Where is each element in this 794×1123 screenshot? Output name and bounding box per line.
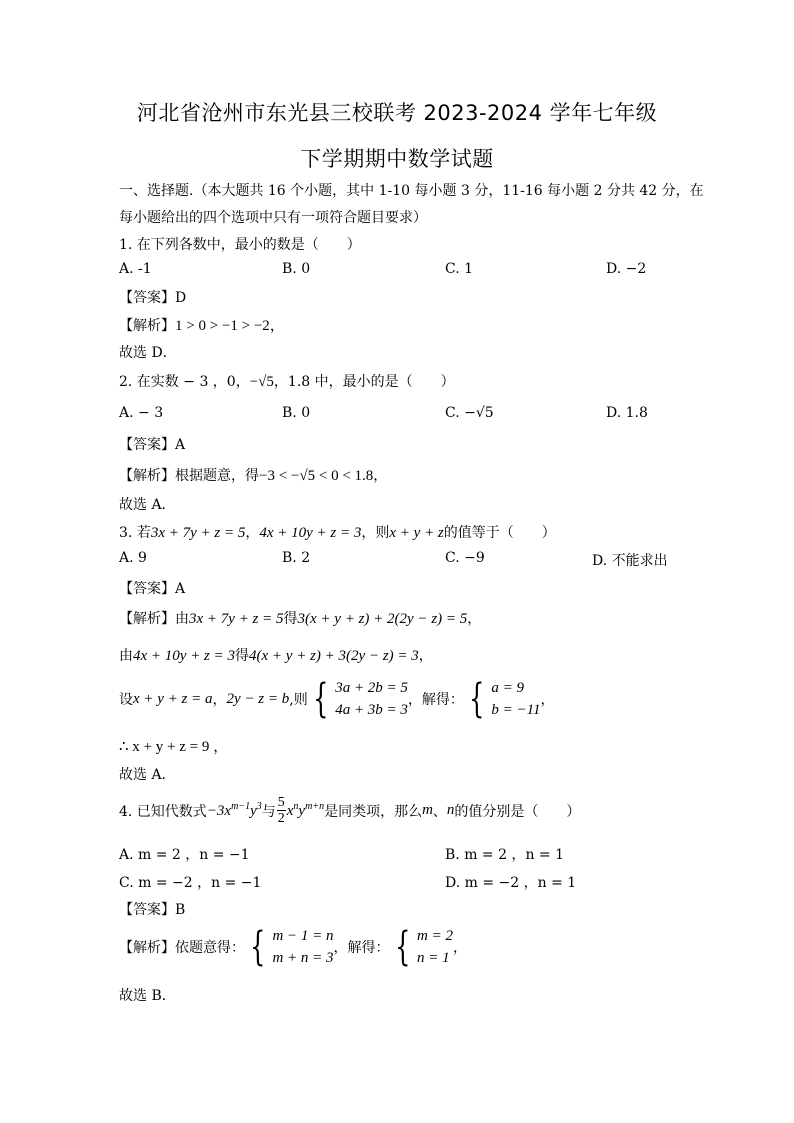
q3-sys2-eq-1: a = 9 bbox=[491, 680, 525, 696]
q1-analysis bbox=[119, 314, 285, 335]
q4-monomial-2 bbox=[287, 801, 324, 820]
q3-stem-c: 的值等于（ ） bbox=[443, 525, 556, 541]
q3-system-2 bbox=[464, 677, 541, 721]
q4-m1-y-exp: 3 bbox=[256, 801, 262, 812]
q4-fraction bbox=[277, 795, 286, 826]
q3-l2-b: 得 bbox=[235, 648, 250, 664]
q3-option-b: B. 2 bbox=[282, 550, 311, 566]
q4-stem-a: 4. 已知代数式 bbox=[119, 803, 207, 820]
q3-option-d: D. 不能求出 bbox=[592, 553, 668, 569]
q4-option-b: B. m = 2 ，n = 1 bbox=[445, 847, 565, 863]
q3-stem-a: 3. 若 bbox=[119, 525, 151, 541]
q3-conclusion: 故选 A． bbox=[119, 767, 176, 783]
q3-sys1-eq-2: 4a + 3b = 3 bbox=[335, 702, 408, 718]
q3-l4: ∴ x + y + z = 9 ， bbox=[119, 739, 229, 755]
q3-l2-end: ， bbox=[418, 648, 433, 664]
q3-l3-sep: ， bbox=[212, 692, 227, 708]
left-brace-icon: { bbox=[469, 676, 485, 722]
q4-m1-y: y bbox=[250, 803, 257, 819]
title-line-1: 河北省沧州市东光县三校联考 2023-2024 学年七年级 bbox=[136, 101, 658, 125]
q3-l3-then: ,则 bbox=[289, 692, 308, 708]
q4-m2-y-exp: m+n bbox=[305, 801, 325, 812]
q2-analysis bbox=[119, 465, 387, 485]
q3-sys1-eq-1: 3a + 2b = 5 bbox=[335, 680, 408, 696]
q4-frac-num: 5 bbox=[277, 795, 285, 810]
q2-analysis-label: 【解析】 bbox=[119, 468, 175, 484]
q3-analysis-line-1 bbox=[119, 608, 481, 628]
q4-system-1 bbox=[245, 925, 334, 969]
q3-stem bbox=[119, 522, 556, 542]
q3-sys2-eq-2: b = −11 bbox=[491, 702, 541, 718]
q4-var-m: m bbox=[422, 802, 433, 818]
q4-m2-base: x bbox=[286, 803, 294, 819]
q1-analysis-label: 【解析】 bbox=[119, 318, 175, 334]
q4-stem-d: 的值分别是（ ） bbox=[454, 803, 581, 820]
q4-sys2-eq-1: m = 2 bbox=[416, 928, 453, 944]
q4-m1-exp: m−1 bbox=[231, 801, 251, 812]
q3-l2-eq: 4x + 10y + z = 3 bbox=[133, 648, 236, 664]
q3-analysis-line-4 bbox=[119, 735, 228, 756]
q4-m2-exp: n bbox=[293, 801, 299, 812]
q2-analysis-text: 根据题意，得 bbox=[175, 468, 259, 484]
q4-comma: 、 bbox=[432, 803, 447, 820]
q3-l3-a: 设 bbox=[119, 692, 133, 708]
q4-frac-den: 2 bbox=[277, 811, 285, 826]
q4-sys1-eq-2: m + n = 3 bbox=[272, 950, 334, 966]
q3-answer: 【答案】A bbox=[119, 581, 186, 597]
q3-option-a: A. 9 bbox=[119, 550, 147, 566]
q4-answer: 【答案】B bbox=[119, 902, 186, 918]
q1-option-d: D. −2 bbox=[606, 261, 647, 277]
q2-option-c: C. −√5 bbox=[445, 405, 494, 421]
q2-stem bbox=[119, 371, 455, 391]
q3-l3-solve: ，解得： bbox=[407, 692, 464, 708]
section-heading-line-2: 每小题给出的四个选项中只有一项符合题目要求） bbox=[119, 210, 427, 226]
q3-l1-eq: 3x + 7y + z = 5 bbox=[189, 611, 284, 627]
q3-l1-res: 3(x + y + z) + 2(2y − z) = 5 bbox=[297, 611, 468, 627]
section-heading-line-1: 一、选择题.（本大题共 16 个小题，其中 1-10 每小题 3 分，11-16 每小题 2 分共 42 分，在 bbox=[119, 183, 704, 199]
q1-option-c: C. 1 bbox=[445, 261, 474, 277]
q3-l3-s2: 2y − z = b bbox=[226, 690, 290, 707]
q3-option-c: C. −9 bbox=[445, 550, 485, 566]
q3-analysis-label: 【解析】 bbox=[119, 611, 175, 627]
q2-answer: 【答案】A bbox=[119, 437, 186, 453]
q3-analysis-line-3 bbox=[119, 677, 555, 721]
q1-analysis-math: 1 > 0 > −1 > −2， bbox=[175, 318, 285, 334]
q2-conclusion: 故选 A． bbox=[119, 497, 176, 513]
q4-analysis-label: 【解析】 bbox=[119, 940, 175, 956]
q4-stem bbox=[119, 795, 580, 826]
q1-answer: 【答案】D bbox=[119, 290, 187, 306]
q3-sep: ， bbox=[245, 525, 260, 541]
left-brace-icon: { bbox=[250, 924, 266, 970]
q4-conclusion: 故选 B． bbox=[119, 988, 176, 1004]
q3-l1-a: 由 bbox=[175, 611, 189, 627]
q2-stem-math: −√5 bbox=[249, 374, 274, 390]
q2-stem-a: 2. 在实数 − 3 ，0， bbox=[119, 374, 250, 390]
left-brace-icon: { bbox=[394, 924, 410, 970]
q4-system-2 bbox=[390, 925, 453, 969]
q4-var-n: n bbox=[446, 802, 455, 818]
q4-solve: ，解得： bbox=[333, 940, 390, 956]
q3-expr: x + y + z bbox=[389, 525, 444, 541]
q1-conclusion: 故选 D． bbox=[119, 345, 177, 361]
q2-option-d: D. 1.8 bbox=[606, 405, 648, 421]
q3-eq-1: 3x + 7y + z = 5 bbox=[150, 525, 246, 541]
q3-l3-end: ， bbox=[540, 692, 555, 708]
q3-l1-end: ， bbox=[467, 611, 482, 627]
q3-eq-2: 4x + 10y + z = 3 bbox=[259, 525, 362, 541]
q2-stem-c: ，1.8 中，最小的是（ ） bbox=[273, 374, 455, 390]
q2-analysis-end: ， bbox=[373, 468, 388, 484]
left-brace-icon: { bbox=[312, 676, 329, 722]
title-line-2: 下学期期中数学试题 bbox=[300, 147, 494, 171]
q3-l1-b: 得 bbox=[283, 611, 298, 627]
q3-l2-res: 4(x + y + z) + 3(2y − z) = 3 bbox=[249, 648, 419, 664]
q4-m1-base: −3x bbox=[206, 803, 232, 819]
q4-option-c: C. m = −2 ，n = −1 bbox=[119, 875, 262, 891]
q3-stem-b: ，则 bbox=[361, 525, 390, 541]
q3-l2-a: 由 bbox=[119, 648, 133, 664]
q4-option-d: D. m = −2 ，n = 1 bbox=[445, 875, 577, 891]
q4-option-a: A. m = 2 ，n = −1 bbox=[119, 847, 250, 863]
q3-analysis-line-2 bbox=[119, 645, 433, 665]
q2-analysis-math: −3 < −√5 < 0 < 1.8 bbox=[259, 468, 374, 484]
q1-option-a: A. -1 bbox=[119, 261, 152, 277]
q2-option-a: A. − 3 bbox=[119, 405, 164, 421]
q4-sys2-eq-2: n = 1 bbox=[416, 950, 450, 966]
q1-option-b: B. 0 bbox=[282, 261, 311, 277]
q4-end: ， bbox=[452, 940, 467, 956]
q3-system-1 bbox=[308, 677, 408, 721]
q1-stem: 1. 在下列各数中，最小的数是（ ） bbox=[119, 237, 361, 253]
q4-analysis bbox=[119, 925, 467, 969]
q4-stem-c: 是同类项，那么 bbox=[324, 803, 423, 820]
q4-stem-b: 与 bbox=[261, 803, 276, 820]
q4-analysis-text: 依题意得： bbox=[175, 940, 245, 956]
q2-option-b: B. 0 bbox=[282, 405, 311, 421]
q3-l3-s1: x + y + z = a bbox=[133, 690, 213, 707]
q4-sys1-eq-1: m − 1 = n bbox=[272, 928, 334, 944]
q4-m2-y: y bbox=[298, 803, 306, 819]
q4-monomial-1 bbox=[207, 801, 262, 820]
